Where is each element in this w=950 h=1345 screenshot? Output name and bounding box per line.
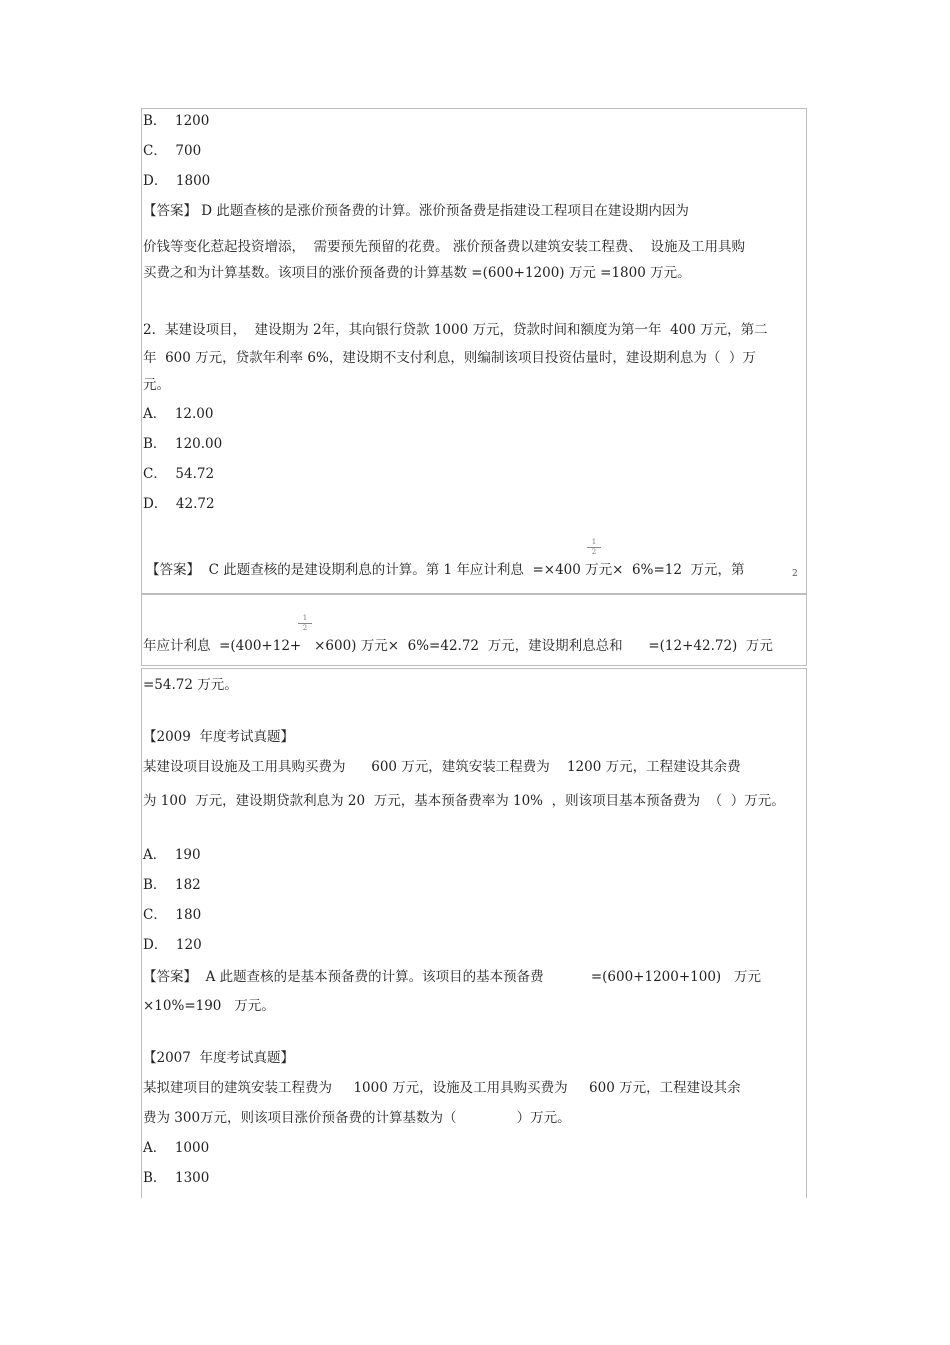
q1-answer-line-3: 买费之和为计算基数。该项目的涨价预备费的计算基数 =(600+1200) 万元 =1800 万元。 [143,265,691,281]
q3-stem-line-1: 某建设项目设施及工用具购买费为 600 万元，建筑安装工程费为 1200 万元，工程建设其余费 [143,759,741,775]
q1-option-d: D． 1800 [143,173,211,189]
q4-option-a: A． 1000 [143,1140,210,1156]
q3-option-d: D． 120 [143,937,202,953]
q2-option-d: D． 42.72 [143,496,215,512]
q3-option-c: C． 180 [143,907,202,923]
q1-answer-line-2: 价钱等变化惹起投资增添， 需要预先预留的花费。 涨价预备费以建筑安装工程费、 设施及工用具购 [143,239,745,255]
q2-option-a: A． 12.00 [143,406,214,422]
content-frame-middle [141,594,807,666]
q2-answer-line-1: 【答案】 C 此题查核的是建设期利息的计算。第 1 年应计利息 =×400 万元× 6%=12 万元，第 [146,562,745,578]
fraction-glyph-1: 1 2 [587,539,601,556]
fraction-glyph-2: 1 2 [298,615,312,632]
q4-heading: 【2007 年度考试真题】 [143,1050,294,1066]
q1-option-b: B． 1200 [143,113,210,129]
q1-option-c: C． 700 [143,143,202,159]
q2-option-b: B． 120.00 [143,436,223,452]
q2-stem-line-3: 元。 [143,377,170,393]
q2-stem-line-2: 年 600 万元，贷款年利率 6%，建设期不支付利息，则编制该项目投资估量时，建设期利息为（ ）万 [143,350,756,366]
q2-stem-line-1: 2．某建设项目， 建设期为 2年，其向银行贷款 1000 万元，贷款时间和额度为第一年 400 万元，第二 [143,322,768,338]
page-number: 2 [792,569,798,579]
q2-answer-line-3: =54.72 万元。 [143,677,238,693]
q3-option-a: A． 190 [143,847,201,863]
q4-stem-line-1: 某拟建项目的建筑安装工程费为 1000 万元，设施及工用具购买费为 600 万元，工程建设其余 [143,1080,741,1096]
q3-answer-line-1: 【答案】 A 此题查核的是基本预备费的计算。该项目的基本预备费 =(600+1200+100) 万元 [143,969,762,985]
q3-option-b: B． 182 [143,877,201,893]
q3-heading: 【2009 年度考试真题】 [143,729,294,745]
q3-stem-line-2: 为 100 万元，建设期贷款利息为 20 万元，基本预备费率为 10% ，则该项目基本预备费为 （ ）万元。 [143,793,785,809]
q2-answer-line-2: 年应计利息 =(400+12+ ×600) 万元× 6%=42.72 万元，建设期利息总和 =(12+42.72) 万元 [143,638,773,654]
q1-answer-line-1: 【答案】 D 此题查核的是涨价预备费的计算。涨价预备费是指建设工程项目在建设期内因为 [143,203,689,219]
q2-option-c: C． 54.72 [143,466,215,482]
q3-answer-line-2: ×10%=190 万元。 [143,998,275,1014]
q4-option-b: B． 1300 [143,1170,210,1186]
q4-stem-line-2: 费为 300万元，则该项目涨价预备费的计算基数为（ ）万元。 [143,1110,571,1126]
